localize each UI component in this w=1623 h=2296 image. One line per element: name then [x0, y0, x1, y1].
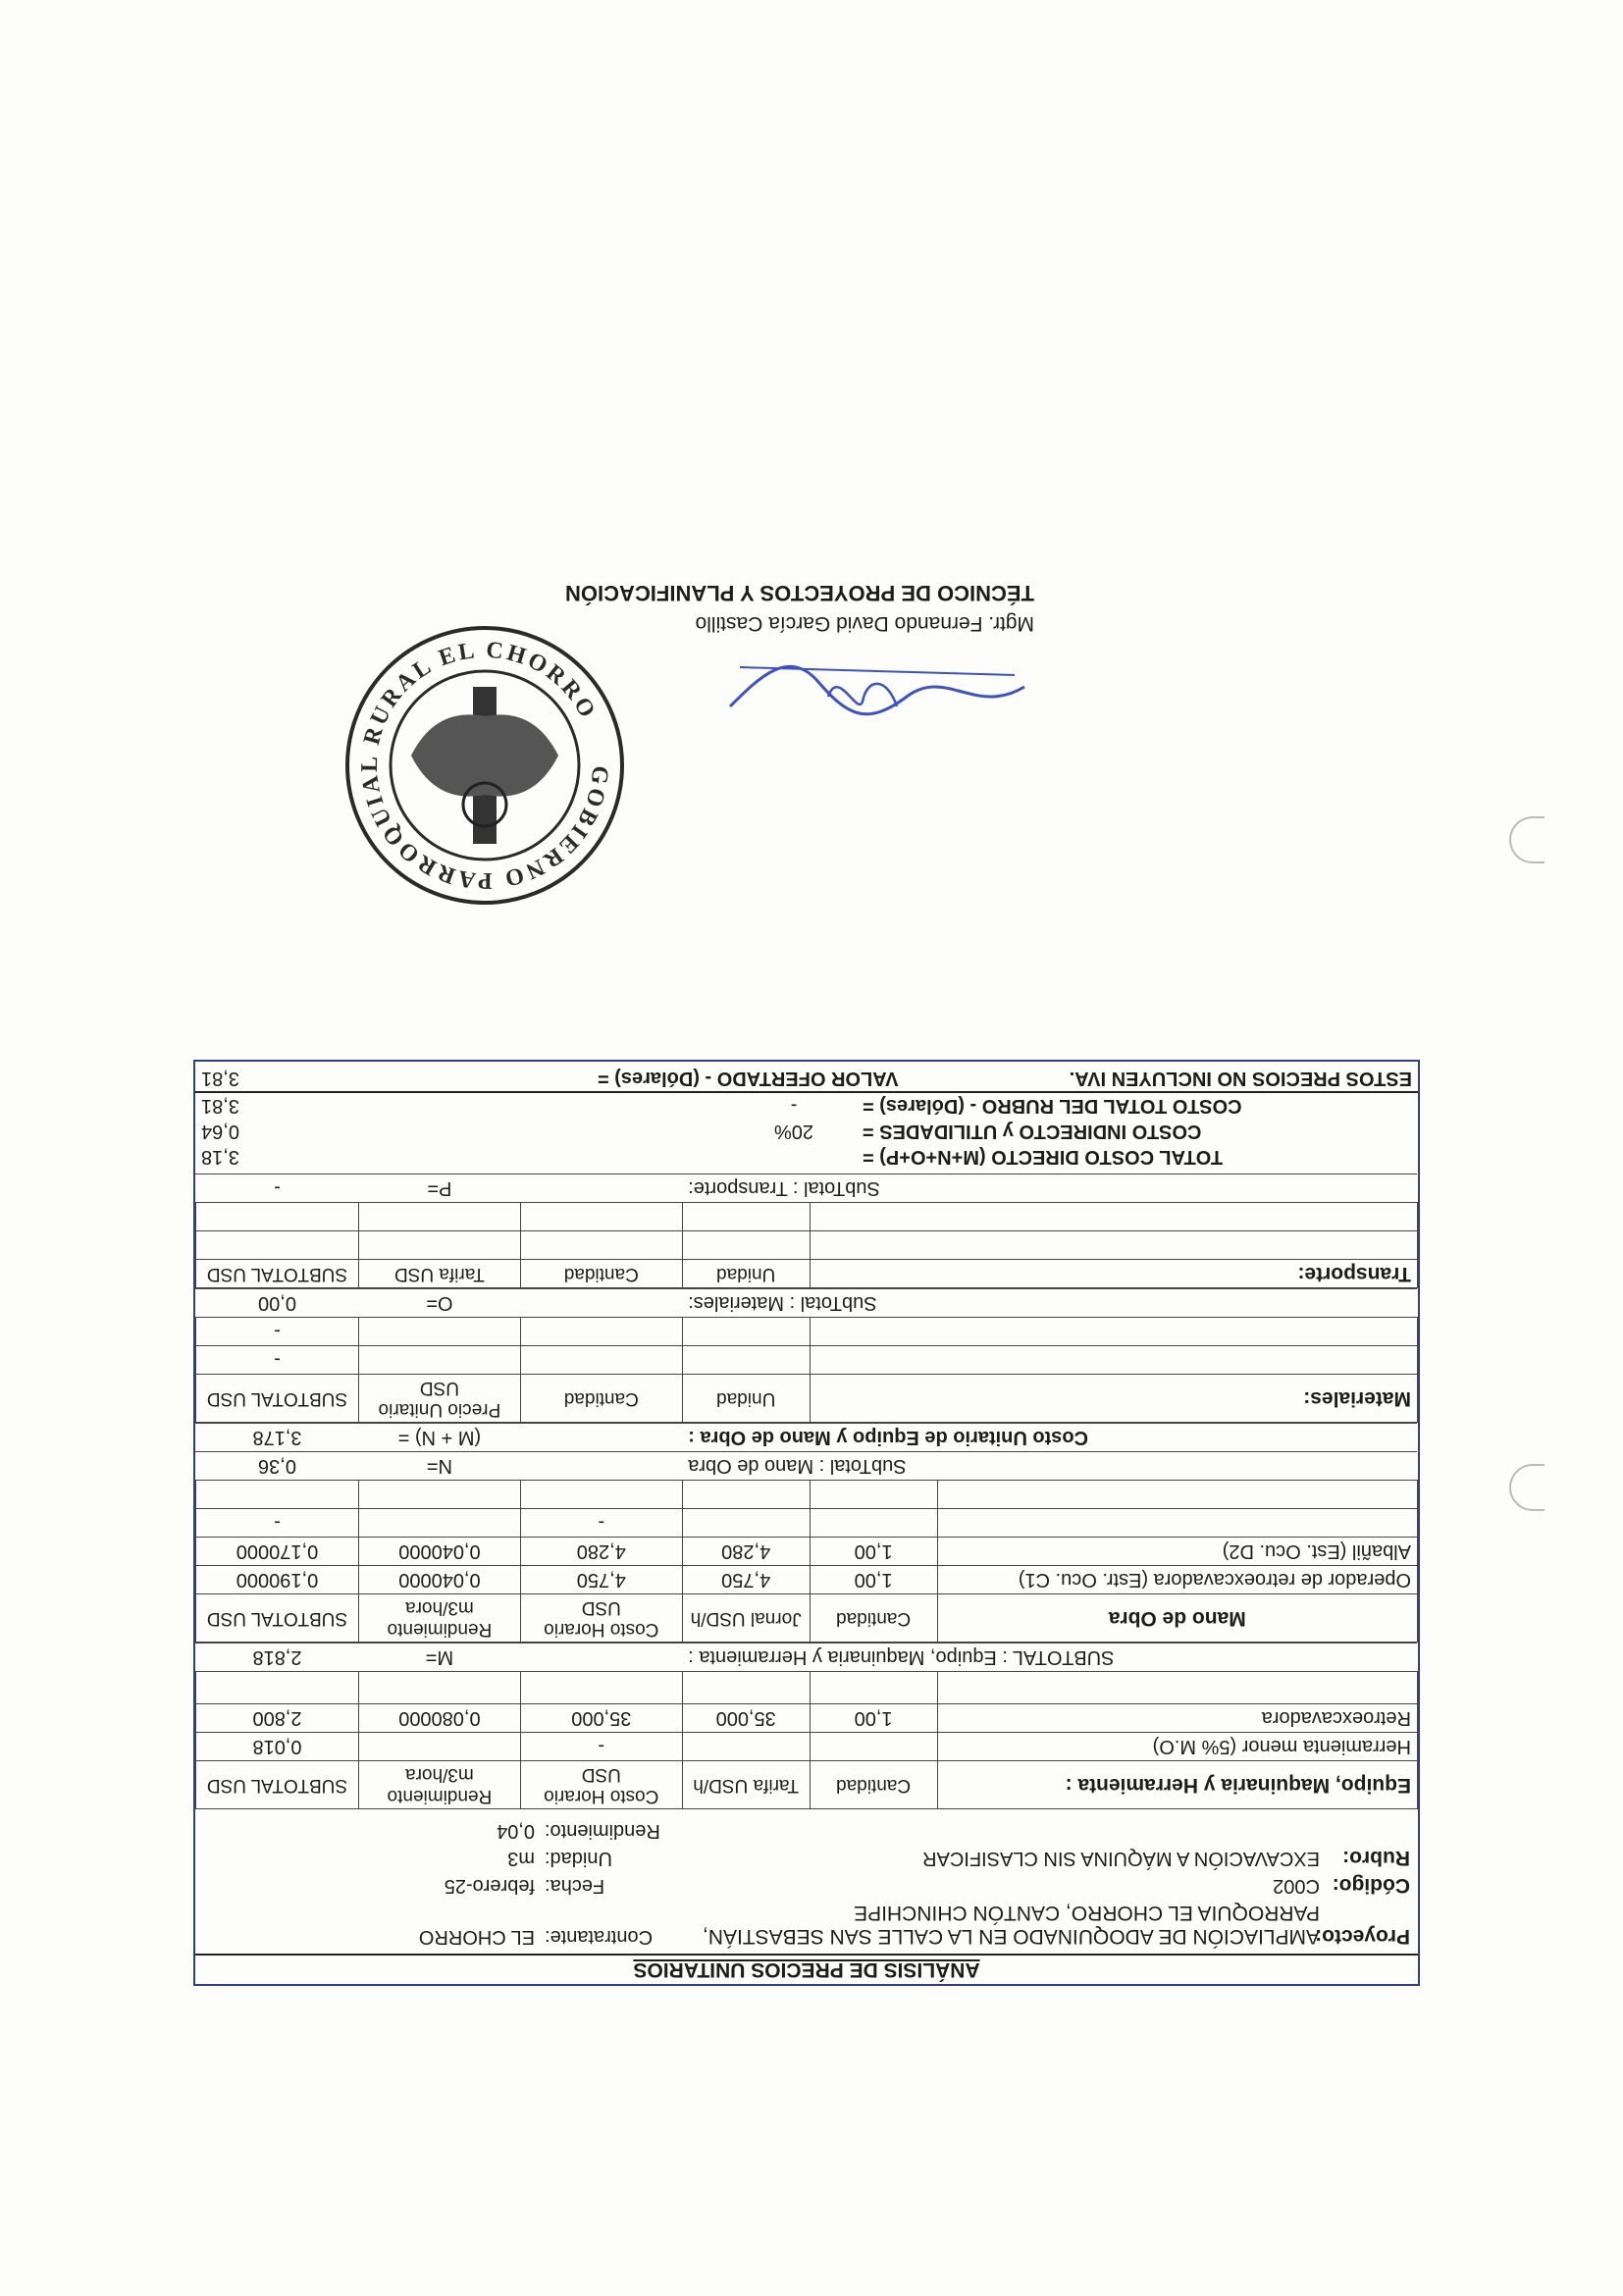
mano-row-costo: 4,750 [520, 1566, 682, 1594]
indirecto-label: COSTO INDIRECTO y UTILIDADES = [863, 1121, 1202, 1143]
mano-row-cant: 1,00 [810, 1566, 937, 1594]
mano-subtotal-sym: N= [358, 1452, 520, 1481]
mano-subtotal-value: 0,36 [196, 1452, 359, 1481]
mano-col-rendimiento: Rendimiento m3/hora [358, 1594, 520, 1643]
equipo-col-rendimiento: Rendimiento m3/hora [358, 1761, 520, 1809]
equipo-row-rend: 0,080000 [358, 1704, 520, 1733]
mano-row-costo: 4,280 [520, 1538, 682, 1566]
materiales-table [195, 1288, 1418, 1423]
contratante-value: EL CHORRO [418, 1926, 535, 1948]
materiales-dash: - [196, 1318, 359, 1346]
signer-role: TÉCNICO DE PROYECTOS Y PLANIFICACIÓN [565, 581, 1034, 605]
mano-row-jornal: 4,750 [682, 1566, 810, 1594]
table-row [196, 1346, 1418, 1375]
equipo-row-desc: Herramienta menor (5% M.O) [937, 1733, 1417, 1761]
equipo-col-costo: Costo Horario USD [520, 1761, 682, 1809]
materiales-heading: Materiales: [810, 1375, 1417, 1423]
valor-ofertado-label: VALOR OFERTADO - (Dólares) = [598, 1068, 899, 1090]
codigo-value: C002 [1273, 1875, 1320, 1897]
mano-row-sub: 0,190000 [196, 1566, 359, 1594]
rendimiento-label: Rendimiento: [545, 1820, 660, 1842]
materiales-dash: - [196, 1346, 359, 1375]
equipo-row-sub: 0,018 [196, 1733, 359, 1761]
unidad-value: m3 [507, 1848, 535, 1869]
table-row [196, 1704, 1418, 1733]
punch-hole [1509, 1464, 1544, 1511]
mano-subtotal-label: SubTotal : Mano de Obra [682, 1452, 1417, 1481]
mano-row-cant: 1,00 [810, 1538, 937, 1566]
transporte-subtotal-row [196, 1174, 1418, 1203]
costo-unitario-row [196, 1424, 1418, 1452]
document-title: ANÁLISIS DE PRECIOS UNITARIOS [195, 1954, 1418, 1984]
project-info [195, 1809, 1418, 1954]
rubro-value: EXCAVACIÓN A MÁQUINA SIN CLASIFICAR [922, 1848, 1320, 1869]
transporte-col-cantidad: Cantidad [520, 1260, 682, 1288]
materiales-col-cantidad: Cantidad [520, 1375, 682, 1423]
transporte-col-subtotal: SUBTOTAL USD [196, 1260, 359, 1288]
mano-col-jornal: Jornal USD/h [682, 1594, 810, 1643]
equipo-subtotal-sym: M= [358, 1644, 520, 1672]
materiales-col-unidad: Unidad [682, 1375, 810, 1423]
codigo-label: Código: [1332, 1874, 1410, 1897]
mano-heading: Mano de Obra [937, 1594, 1417, 1643]
mano-row-rend: 0,040000 [358, 1538, 520, 1566]
equipo-col-cantidad: Cantidad [810, 1761, 937, 1809]
equipo-subtotal-value: 2,818 [196, 1644, 359, 1672]
valor-ofertado-value: 3,81 [201, 1068, 239, 1090]
mano-row-dash: - [520, 1509, 682, 1538]
equipo-row-desc: Retroexcavadora [937, 1704, 1417, 1733]
proyecto-label: Proyecto: [1315, 1925, 1410, 1948]
mano-row-desc: Operador de retroexcavadora (Estr. Ocu. C1) [937, 1566, 1417, 1594]
equipo-subtotal-label: SUBTOTAL : Equipo, Maquinaria y Herramienta : [682, 1644, 1417, 1672]
fecha-value: febrero-25 [444, 1875, 535, 1897]
signature-block [504, 580, 1034, 736]
transporte-heading: Transporte: [810, 1260, 1417, 1288]
equipo-row-tarifa [682, 1733, 810, 1761]
costo-unitario-value: 3,178 [196, 1424, 359, 1452]
contratante-label: Contratante: [545, 1926, 654, 1948]
fecha-label: Fecha: [545, 1875, 605, 1897]
mano-subtotal-row [196, 1452, 1418, 1481]
transporte-col-unidad: Unidad [682, 1260, 810, 1288]
signer-name: Mgtr. Fernando David García Castillo [695, 612, 1034, 635]
punch-hole [1509, 816, 1544, 863]
equipo-row-rend [358, 1733, 520, 1761]
materiales-subtotal-row [196, 1289, 1418, 1318]
table-row: - - [196, 1509, 1418, 1538]
mano-col-cantidad: Cantidad [810, 1594, 937, 1643]
iva-note: ESTOS PRECIOS NO INCLUYEN IVA. [1069, 1068, 1412, 1090]
unidad-label: Unidad: [545, 1848, 612, 1869]
mano-obra-table [195, 1423, 1418, 1643]
materiales-col-subtotal: SUBTOTAL USD [196, 1375, 359, 1423]
handwritten-signature [720, 648, 1034, 736]
equipo-row-tarifa: 35,000 [682, 1704, 810, 1733]
transporte-table [195, 1174, 1418, 1288]
materiales-subtotal-label: SubTotal : Materiales: [682, 1289, 1417, 1318]
costo-unitario-label: Costo Unitario de Equipo y Mano de Obra : [682, 1424, 1417, 1452]
mano-col-costo: Costo Horario USD [520, 1594, 682, 1643]
transporte-subtotal-sym: P= [358, 1174, 520, 1203]
mano-col-subtotal: SUBTOTAL USD [196, 1594, 359, 1643]
equipo-row-cant: 1,00 [810, 1704, 937, 1733]
transporte-col-tarifa: Tarifa USD [358, 1260, 520, 1288]
materiales-col-precio: Precio Unitario USD [358, 1375, 520, 1423]
total-directo-value: 3,18 [201, 1146, 239, 1169]
analysis-sheet [193, 1060, 1420, 1986]
costo-total-value: 3,81 [201, 1095, 239, 1118]
equipo-heading: Equipo, Maquinaria y Herramienta : [937, 1761, 1417, 1809]
seal-text: GOBIERNO PARROQUIAL RURAL EL CHORRO [356, 637, 613, 894]
costo-unitario-sym: (M + N) = [358, 1424, 520, 1452]
totals-block [195, 1062, 1418, 1174]
costo-total-label: COSTO TOTAL DEL RUBRO - (Dólares) = [863, 1095, 1242, 1118]
transporte-subtotal-value: - [196, 1174, 359, 1203]
table-row [196, 1538, 1418, 1566]
transporte-subtotal-label: SubTotal : Transporte: [682, 1174, 1417, 1203]
equipo-subtotal-row [196, 1644, 1418, 1672]
indirecto-percent: 20% [773, 1121, 814, 1143]
table-row [196, 1318, 1418, 1346]
rendimiento-value: 0,04 [497, 1820, 535, 1842]
total-directo-label: TOTAL COSTO DIRECTO (M+N+O+P) = [863, 1146, 1224, 1169]
materiales-subtotal-sym: O= [358, 1289, 520, 1318]
equipo-row-sub: 2,800 [196, 1704, 359, 1733]
table-row [196, 1733, 1418, 1761]
equipo-col-tarifa: Tarifa USD/h [682, 1761, 810, 1809]
proyecto-value: AMPLIACIÓN DE ADOQUINADO EN LA CALLE SAN SEBASTIÁN, PARROQUIA EL CHORRO, CANTÓN CHINCHIPE [702, 1902, 1320, 1948]
equipo-col-subtotal: SUBTOTAL USD [196, 1761, 359, 1809]
equipo-row-cant [810, 1733, 937, 1761]
equipo-row-costo: - [520, 1733, 682, 1761]
mano-row-rend: 0,040000 [358, 1566, 520, 1594]
mano-row-desc: Albañil (Est. Ocu. D2) [937, 1538, 1417, 1566]
materiales-subtotal-value: 0,00 [196, 1289, 359, 1318]
table-row [196, 1566, 1418, 1594]
indirecto-value: 0,64 [201, 1121, 239, 1143]
mano-row-sub: 0,170000 [196, 1538, 359, 1566]
equipo-row-costo: 35,000 [520, 1704, 682, 1733]
costo-total-dash: - [790, 1095, 798, 1118]
mano-row-jornal: 4,280 [682, 1538, 810, 1566]
equipo-table [195, 1643, 1418, 1809]
rubro-label: Rubro: [1342, 1847, 1410, 1869]
